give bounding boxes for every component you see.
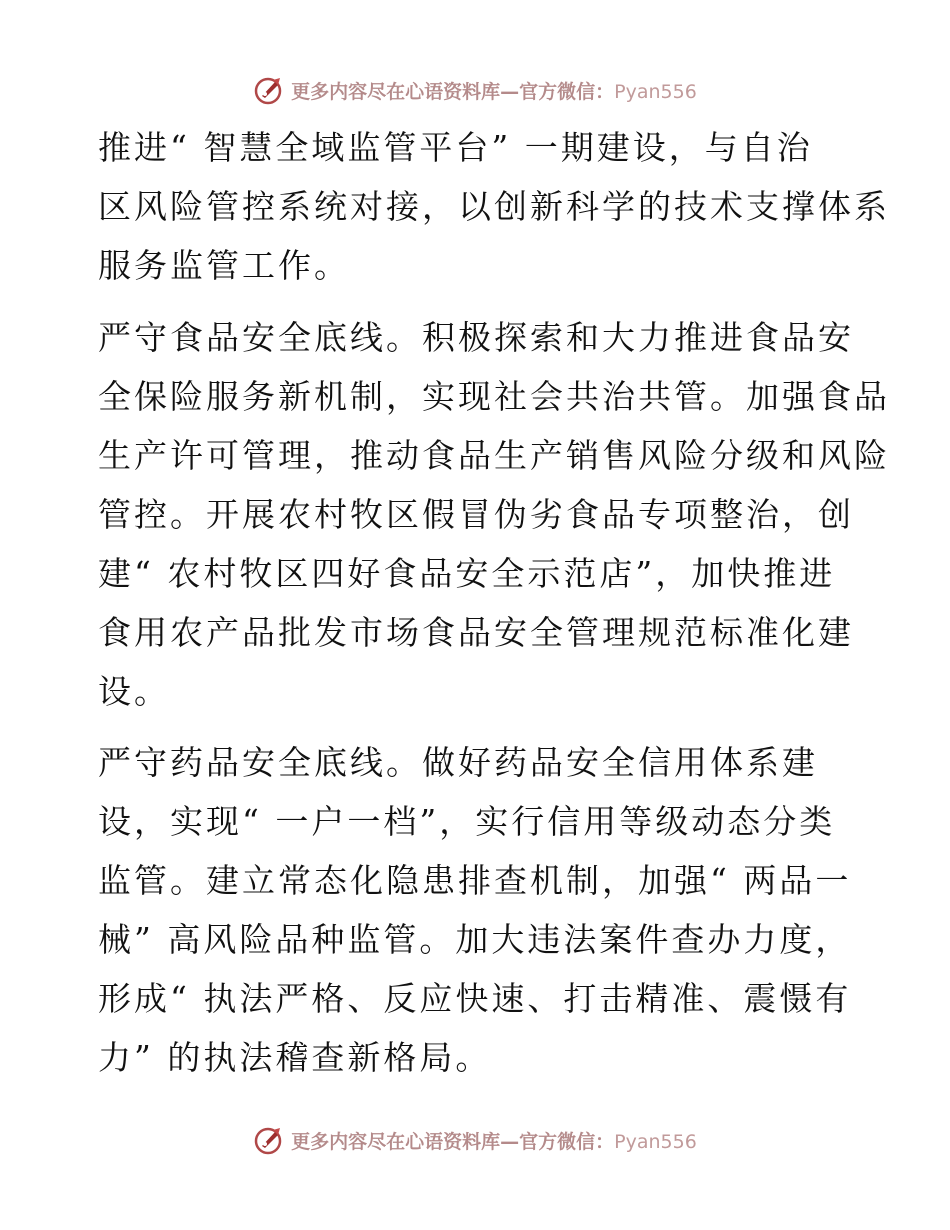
text-line: 形成“ 执法严格、反应快速、打击精准、震慑有 xyxy=(98,979,852,1018)
text-line: 推进“ 智慧全域监管平台” 一期建设，与自治 xyxy=(98,128,813,167)
text-line: 全保险服务新机制，实现社会共治共管。加强食品 xyxy=(98,377,890,416)
text-line: 设。 xyxy=(98,672,170,711)
header-watermark-banner xyxy=(0,70,950,110)
header-watermark-text: 更多内容尽在心语资料库—官方微信：Pyan556 xyxy=(291,80,697,103)
text-line: 管控。开展农村牧区假冒伪劣食品专项整治，创 xyxy=(98,495,854,534)
footer-watermark-text: 更多内容尽在心语资料库—官方微信：Pyan556 xyxy=(291,1130,697,1153)
text-line: 区风险管控系统对接，以创新科学的技术支撑体系 xyxy=(98,187,890,226)
text-line: 建“ 农村牧区四好食品安全示范店”，加快推进 xyxy=(98,554,836,593)
brand-logo-icon xyxy=(253,1124,285,1156)
text-line: 生产许可管理，推动食品生产销售风险分级和风险 xyxy=(98,436,890,475)
text-line: 设，实现“ 一户一档”，实行信用等级动态分类 xyxy=(98,802,836,841)
footer-watermark-banner xyxy=(0,1120,950,1160)
text-line: 械” 高风险品种监管。加大违法案件查办力度， xyxy=(98,920,852,959)
paragraph-smart-supervision xyxy=(98,118,890,295)
text-line: 力” 的执法稽查新格局。 xyxy=(98,1038,492,1077)
text-line: 食用农产品批发市场食品安全管理规范标准化建 xyxy=(98,613,854,652)
paragraph-food-safety xyxy=(98,308,890,721)
text-line: 监管。建立常态化隐患排查机制，加强“ 两品一 xyxy=(98,861,852,900)
paragraph-drug-safety xyxy=(98,733,858,1087)
text-line: 服务监管工作。 xyxy=(98,246,350,285)
brand-logo-icon xyxy=(253,74,285,106)
text-line: 严守药品安全底线。做好药品安全信用体系建 xyxy=(98,743,818,782)
text-line: 严守食品安全底线。积极探索和大力推进食品安 xyxy=(98,318,854,357)
